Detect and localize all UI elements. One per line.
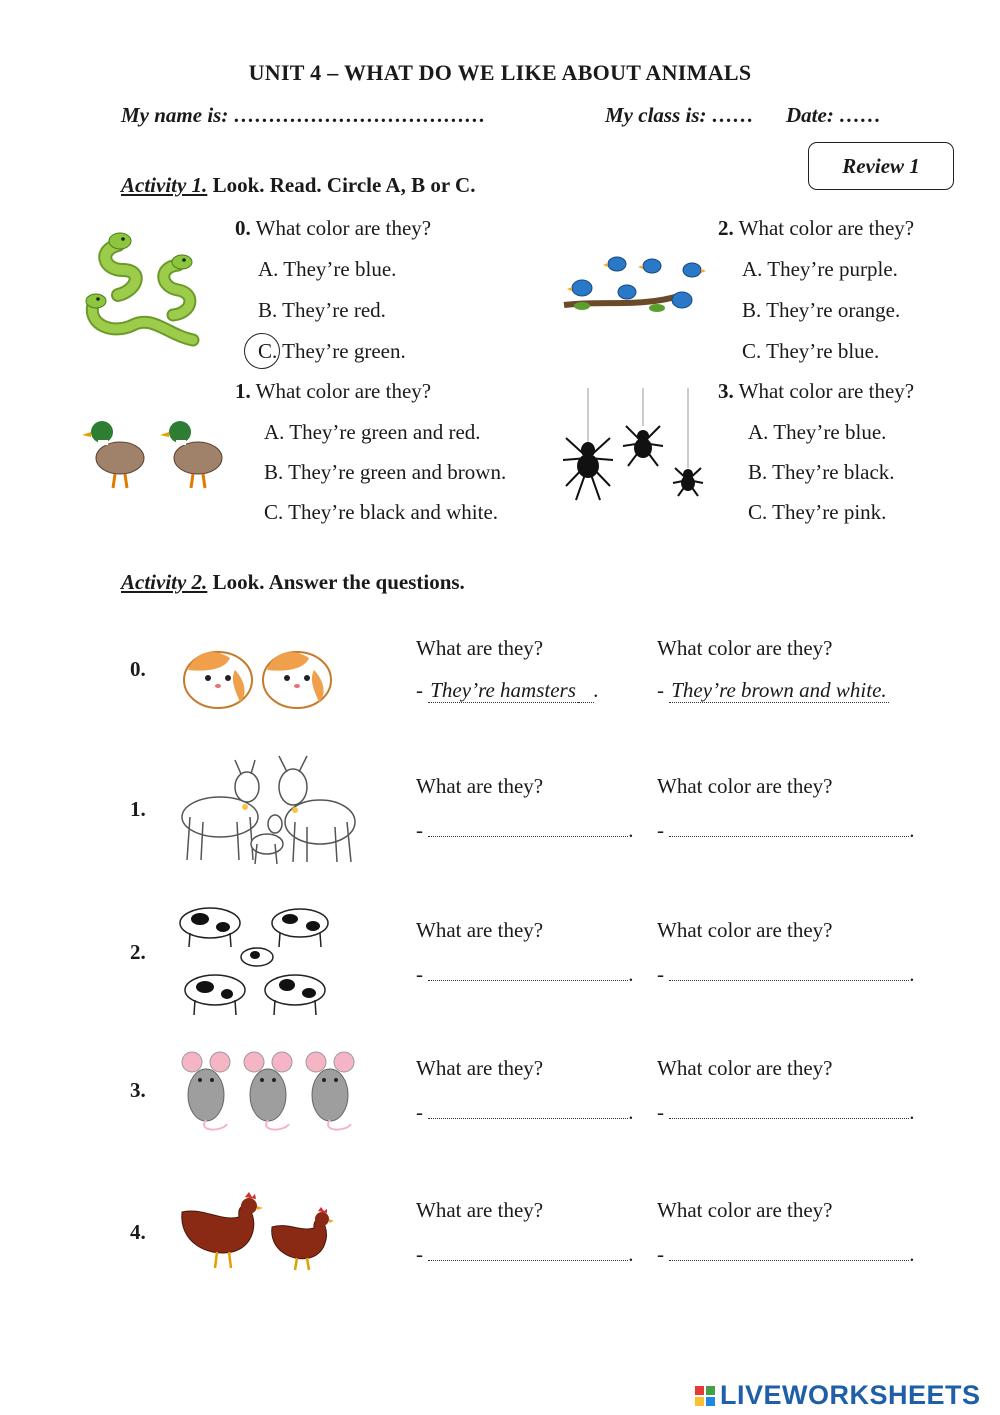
dash: - [416,1242,423,1266]
a2-row-0-q1: What are they? [416,636,544,660]
dash: - [657,1242,664,1266]
review-badge: Review 1 [808,142,954,190]
a1-question-1 [235,379,431,404]
dash: - [416,1100,423,1124]
activity1-label: Activity 1. [121,173,208,197]
a2-row-3-num: 3. [130,1078,146,1102]
a1-q0-option-a[interactable]: A. They’re blue. [258,257,397,281]
activity2-heading [121,570,465,595]
a1-q2-option-b[interactable]: B. They’re orange. [742,298,901,322]
a1-q1-option-a[interactable]: A. They’re green and red. [264,420,481,444]
answer-blank[interactable] [428,1102,628,1119]
dash: - [416,962,423,986]
activity2-instruction: Look. Answer the questions. [207,570,465,594]
a1-q3-option-a[interactable]: A. They’re blue. [748,420,887,444]
a2-row-2-q1: What are they? [416,918,544,942]
ducks-image [80,410,240,495]
dash: - [657,1100,664,1124]
a2-row-0-q2: What color are they? [657,636,833,660]
hens-image [177,1192,337,1272]
period: . [909,818,915,842]
a2-row-0-num: 0. [130,657,146,681]
cows-image [175,895,340,1020]
dash: - [657,678,664,702]
a2-row-3-answer1[interactable] [416,1100,634,1125]
a2-row-2-q2: What color are they? [657,918,833,942]
date-label: Date: …… [786,103,882,127]
a2-row-1-answer2[interactable] [657,818,915,843]
a2-row-2-num: 2. [130,940,146,964]
worksheet-title: UNIT 4 – WHAT DO WE LIKE ABOUT ANIMALS [248,60,752,85]
a1-question-3 [718,379,914,404]
answer-blank[interactable] [428,1244,628,1261]
a1-q0-num: 0. [235,216,251,240]
name-label: My name is: ……………………………… [121,103,486,127]
a2-row-3-q1: What are they? [416,1056,544,1080]
answer-circle [244,333,280,369]
a2-row-1-q2: What color are they? [657,774,833,798]
period: . [909,1242,915,1266]
a1-q2-option-c[interactable]: C. They’re blue. [742,339,880,363]
a2-row-1-q1: What are they? [416,774,544,798]
a1-q3-text: What color are they? [733,379,915,403]
birds-image [562,250,717,330]
a1-q1-option-b[interactable]: B. They’re green and brown. [264,460,507,484]
a1-q3-option-b[interactable]: B. They’re black. [748,460,895,484]
period: . [909,1100,915,1124]
answer-blank[interactable] [669,820,909,837]
snakes-image [78,225,208,355]
hamsters-image [180,640,335,715]
period: . [909,962,915,986]
a2-row-4-q1: What are they? [416,1198,544,1222]
a2-row-4-num: 4. [130,1220,146,1244]
a2-row-4-q2: What color are they? [657,1198,833,1222]
a1-q2-num: 2. [718,216,734,240]
a2-row-2-answer1[interactable] [416,962,634,987]
a1-question-0 [235,216,431,241]
answer-blank[interactable] [428,820,628,837]
a1-q0-text: What color are they? [250,216,432,240]
logo-grid-icon [695,1386,715,1406]
a1-q3-option-c[interactable]: C. They’re pink. [748,500,887,524]
activity1-instruction: Look. Read. Circle A, B or C. [207,173,476,197]
goats-image [175,752,370,870]
a1-q2-text: What color are they? [733,216,915,240]
period: . [628,1242,634,1266]
dash: - [657,818,664,842]
a1-q2-option-a[interactable]: A. They’re purple. [742,257,898,281]
answer-blank[interactable] [669,1102,909,1119]
a1-q0-option-b[interactable]: B. They’re red. [258,298,386,322]
a2-row-0-answer1[interactable] [416,678,599,703]
dash: - [416,678,423,702]
a1-q1-option-c[interactable]: C. They’re black and white. [264,500,499,524]
dash: - [416,818,423,842]
period: . [628,818,634,842]
activity2-label: Activity 2. [121,570,208,594]
spiders-image [558,388,713,513]
a1-q3-num: 3. [718,379,734,403]
a2-row-4-answer1[interactable] [416,1242,634,1267]
liveworksheets-logo [695,1380,981,1411]
a1-q0-c-letter: C. [258,339,278,363]
a1-q0-option-c[interactable] [258,339,406,364]
a1-question-2 [718,216,914,241]
a2-row-0-answer2[interactable] [657,678,889,703]
period: . [593,678,599,702]
a1-q0-c-text: They’re green. [277,339,406,363]
logo-text: LIVEWORKSHEETS [720,1380,981,1410]
mice-image [177,1050,367,1135]
period: . [628,1100,634,1124]
a2-row-3-answer2[interactable] [657,1100,915,1125]
a1-q1-text: What color are they? [250,379,432,403]
a2-row-1-num: 1. [130,797,146,821]
answer-blank[interactable] [428,964,628,981]
a2-row-1-answer1[interactable] [416,818,634,843]
a2-row-3-q2: What color are they? [657,1056,833,1080]
a2-row-0-ans1-text: They’re hamsters [430,678,576,702]
activity1-heading [121,173,475,198]
answer-blank[interactable] [669,964,909,981]
class-label: My class is: …… [605,103,754,127]
answer-blank[interactable] [669,1244,909,1261]
period: . [628,962,634,986]
dash: - [657,962,664,986]
a2-row-2-answer2[interactable] [657,962,915,987]
a2-row-4-answer2[interactable] [657,1242,915,1267]
a2-row-0-ans2-text: They’re brown and white. [671,678,887,702]
a1-q1-num: 1. [235,379,251,403]
